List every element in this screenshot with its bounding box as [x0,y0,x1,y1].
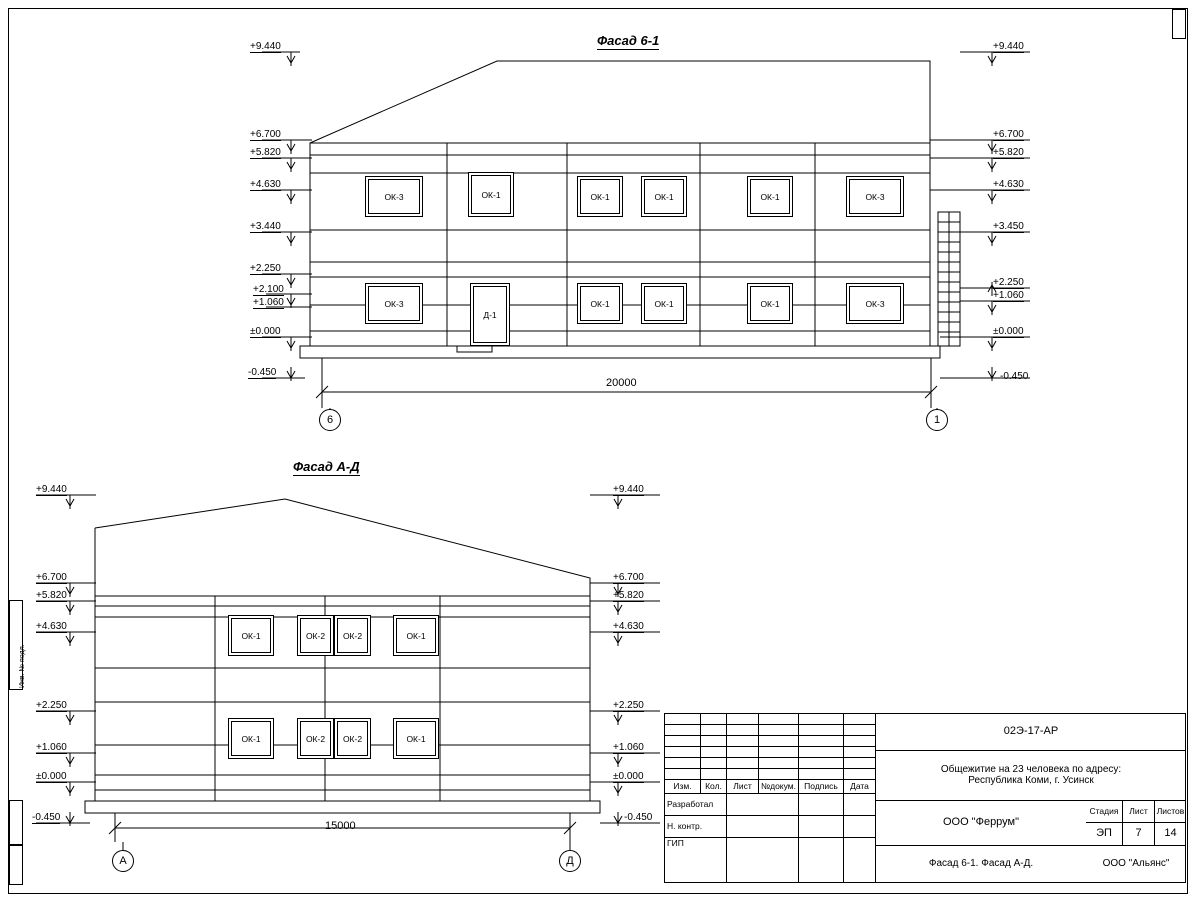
window-upper-6: ОК-3 [846,176,904,217]
rev-grid-cell [759,747,799,758]
rev-grid-cell [844,714,876,725]
f2-window-lower-1: ОК-1 [228,718,274,759]
rev-grid-cell [844,769,876,780]
level-right-8: ±0.000 [993,326,1024,337]
stamp-code: 02Э-17-АР [876,714,1186,751]
f2-level-right-5: +2.250 [613,700,644,711]
rev-grid-cell [844,758,876,769]
f2-level-left-7: ±0.000 [36,771,67,782]
stamp-role-podpis-2 [799,816,844,838]
f2-level-left-5: +2.250 [36,700,67,711]
f2-window-upper-4: ОК-1 [393,615,439,656]
f2-level-right-6: +1.060 [613,742,644,753]
f2-level-right-1: +9.440 [613,484,644,495]
axis-marker-a: А [112,850,134,872]
rev-grid-cell [701,747,727,758]
level-left-10: -0.450 [248,367,277,378]
level-right-3: +5.820 [993,147,1024,158]
axis-marker-1: 1 [926,409,948,431]
facade1-overall-dimension: 20000 [606,377,637,389]
window-upper-1: ОК-3 [365,176,423,217]
stamp-stage-value: ЭП [1086,823,1123,846]
f2-level-left-8: -0.450 [32,812,61,823]
level-left-1: +9.440 [250,41,281,52]
rev-grid-cell [701,758,727,769]
rev-grid-cell [727,747,759,758]
stamp-list-label: Лист [1123,801,1155,823]
margin-vertical-text: Инв. № подл. [19,644,26,688]
stamp-role-data-1 [844,794,876,816]
f2-level-left-2: +6.700 [36,572,67,583]
rev-grid-cell [799,758,844,769]
rev-grid-cell [759,725,799,736]
title-block [664,713,1186,883]
stamp-role-razrabotal: Разработал [665,794,727,816]
rev-grid-cell [844,736,876,747]
stamp-col-izm: Изм. [665,780,701,794]
f2-level-right-3: +5.820 [613,590,644,601]
stamp-lists-label: Листов [1155,801,1186,823]
rev-grid-cell [665,758,701,769]
rev-grid-cell [799,725,844,736]
stamp-role-podpis-1 [799,794,844,816]
rev-grid-cell [799,769,844,780]
margin-box-left-2 [9,800,23,845]
rev-grid-cell [727,725,759,736]
rev-grid-cell [665,725,701,736]
level-right-4: +4.630 [993,179,1024,190]
stamp-org: ООО "Альянс" [1102,858,1170,870]
stamp-object-line1: Общежитие на 23 человека по адресу: [940,764,1122,775]
rev-grid-cell [759,769,799,780]
f2-window-lower-4: ОК-1 [393,718,439,759]
rev-grid-cell [701,725,727,736]
rev-grid-cell [799,736,844,747]
rev-grid-cell [665,747,701,758]
facade2-overall-dimension: 15000 [325,820,356,832]
stamp-role-sign-3 [727,838,799,883]
stamp-col-ndocum: №докум. [759,780,799,794]
window-lower-4: ОК-1 [641,283,687,324]
window-upper-5: ОК-1 [747,176,793,217]
rev-grid-cell [665,736,701,747]
level-left-8: +1.060 [253,297,284,308]
f2-window-lower-3: ОК-2 [334,718,371,759]
window-lower-1: ОК-3 [365,283,423,324]
f2-level-right-4: +4.630 [613,621,644,632]
rev-grid-cell [701,769,727,780]
rev-grid-cell [727,769,759,780]
axis-marker-6: 6 [319,409,341,431]
rev-grid-cell [701,736,727,747]
rev-grid-cell [665,714,701,725]
stamp-col-list: Лист [727,780,759,794]
level-right-7: +1.060 [993,290,1024,301]
margin-box-left-3 [9,845,23,885]
level-left-7: +2.100 [253,284,284,295]
rev-grid-cell [759,736,799,747]
stamp-role-data-2 [844,816,876,838]
f2-window-lower-2: ОК-2 [297,718,334,759]
level-right-2: +6.700 [993,129,1024,140]
rev-grid-cell [665,769,701,780]
stamp-col-data: Дата [844,780,876,794]
axis-marker-d: Д [559,850,581,872]
stamp-role-sign-1 [727,794,799,816]
f2-window-upper-3: ОК-2 [334,615,371,656]
f2-level-right-7: ±0.000 [613,771,644,782]
stamp-company: ООО "Феррум" [876,801,1086,846]
stamp-role-data-3 [844,838,876,883]
level-right-1: +9.440 [993,41,1024,52]
level-right-5: +3.450 [993,221,1024,232]
door-d1: Д-1 [470,283,510,346]
stamp-stage-label: Стадия [1086,801,1123,823]
window-lower-3: ОК-1 [577,283,623,324]
level-left-4: +4.630 [250,179,281,190]
window-upper-2: ОК-1 [468,172,514,217]
margin-box-top-right [1172,9,1186,39]
rev-grid-cell [799,747,844,758]
rev-grid-cell [759,714,799,725]
f2-level-left-1: +9.440 [36,484,67,495]
rev-grid-cell [701,714,727,725]
stamp-list-value: 7 [1123,823,1155,846]
level-right-9: -0.450 [1000,371,1029,382]
f2-level-left-4: +4.630 [36,621,67,632]
level-left-2: +6.700 [250,129,281,140]
f2-level-left-6: +1.060 [36,742,67,753]
f2-level-right-8: -0.450 [624,812,653,823]
facade1-title: Фасад 6-1 [597,33,660,48]
rev-grid-cell [799,714,844,725]
window-upper-4: ОК-1 [641,176,687,217]
stamp-col-kol: Кол. [701,780,727,794]
level-left-6: +2.250 [250,263,281,274]
stamp-role-gip: ГИП [665,838,727,883]
window-lower-5: ОК-1 [747,283,793,324]
stamp-object [876,751,1186,801]
stamp-object-line2: Республика Коми, г. Усинск [968,774,1094,786]
stamp-role-sign-2 [727,816,799,838]
stamp-lists-value: 14 [1155,823,1186,846]
facade2-title: Фасад А-Д [293,459,360,474]
f2-window-upper-1: ОК-1 [228,615,274,656]
level-right-6: +2.250 [993,277,1024,288]
rev-grid-cell [844,747,876,758]
stamp-role-podpis-3 [799,838,844,883]
f2-level-left-3: +5.820 [36,590,67,601]
f2-level-right-2: +6.700 [613,572,644,583]
stamp-sheet-name: Фасад 6-1. Фасад А-Д. [928,858,1034,870]
f2-window-upper-2: ОК-2 [297,615,334,656]
stamp-col-podpis: Подпись [799,780,844,794]
rev-grid-cell [727,736,759,747]
level-left-5: +3.440 [250,221,281,232]
rev-grid-cell [727,758,759,769]
rev-grid-cell [759,758,799,769]
stamp-role-nkontr: Н. контр. [665,816,727,838]
window-lower-6: ОК-3 [846,283,904,324]
rev-grid-cell [727,714,759,725]
level-left-3: +5.820 [250,147,281,158]
window-upper-3: ОК-1 [577,176,623,217]
rev-grid-cell [844,725,876,736]
level-left-9: ±0.000 [250,326,281,337]
